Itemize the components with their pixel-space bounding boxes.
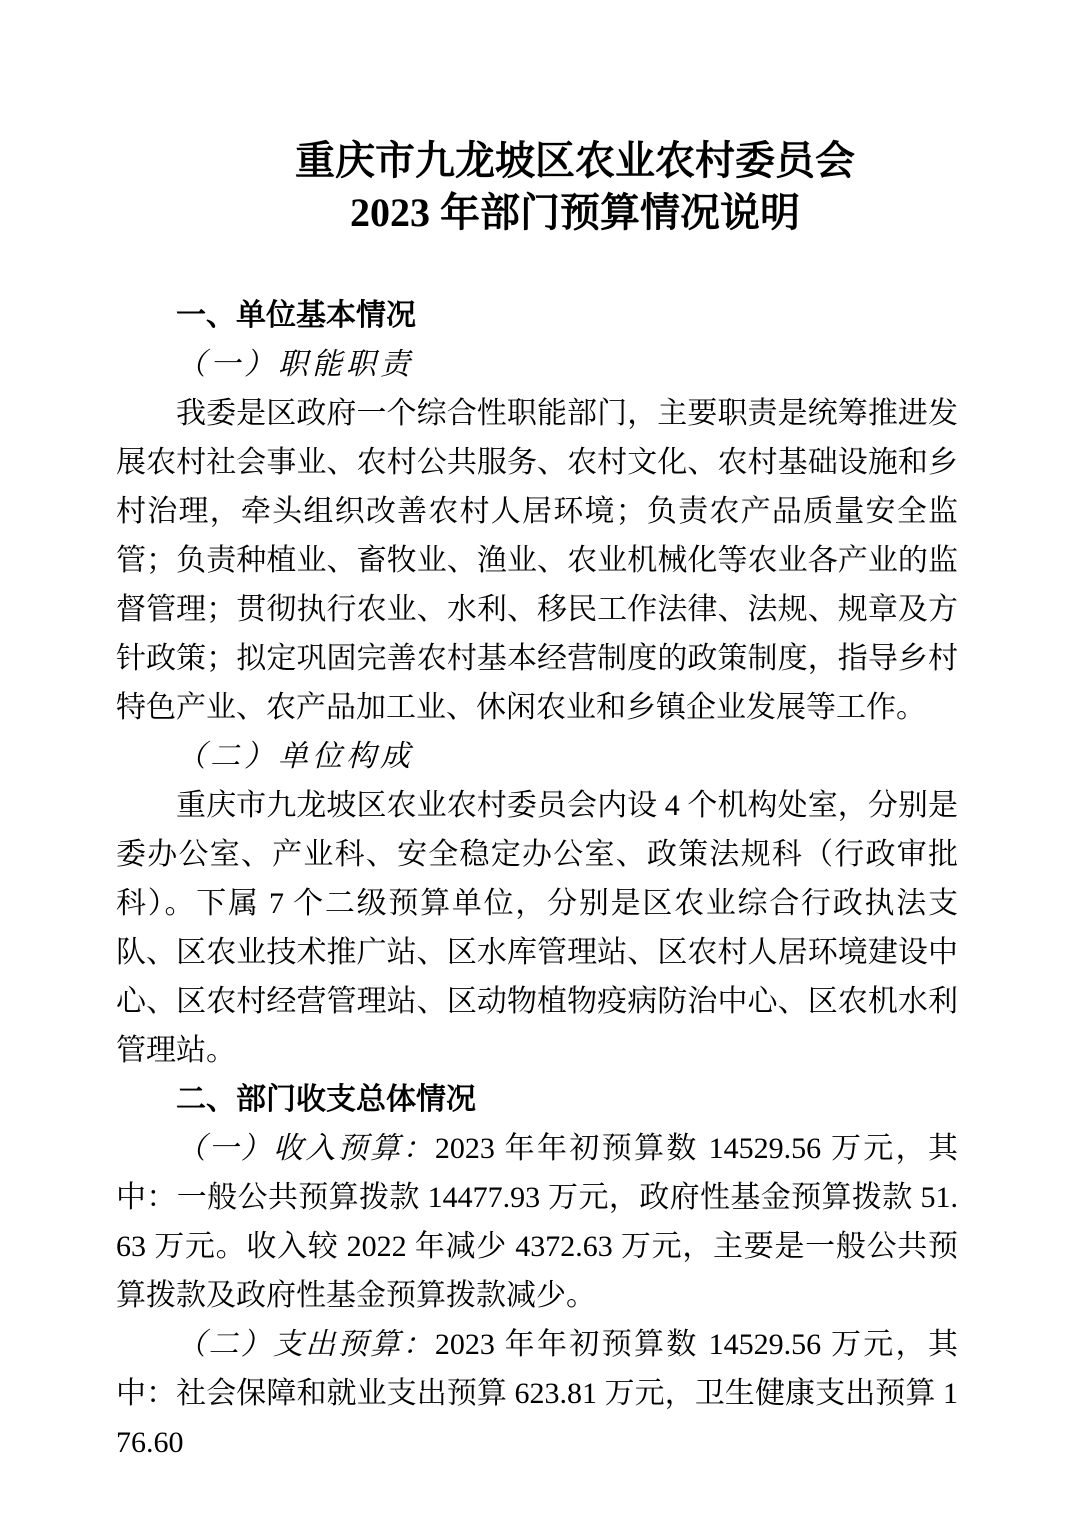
paragraph-expenditure-budget-text: 2023 年年初预算数 14529.56 万元，其中：社会保障和就业支出预算 623.81 万元，卫生健康支出预算 176.60 <box>116 1328 959 1459</box>
paragraph-revenue-budget-lead: （一）收入预算： <box>176 1132 435 1165</box>
document-title-line2: 2023 年部门预算情况说明 <box>350 190 800 235</box>
paragraph-revenue-budget <box>116 1124 958 1320</box>
document-content <box>116 135 958 1467</box>
section-heading-budget-overview: 二、部门收支总体情况 <box>176 1083 476 1116</box>
document-title-line1: 重庆市九龙坡区农业农村委员会 <box>295 138 855 183</box>
paragraph-composition: 重庆市九龙坡区农业农村委员会内设 4 个机构处室，分别是委办公室、产业科、安全稳定办公室、政策法规科（行政审批科）。下属 7 个二级预算单位，分别是区农业综合行政执法支队、区农业技术推广站、区水库管理站、区农村人居环境建设中心、区农村经营管理站、区动物植物疫病防治中心、区农机水利管理站。 <box>116 789 958 1067</box>
paragraph-duties: 我委是区政府一个综合性职能部门，主要职责是统筹推进发展农村社会事业、农村公共服务、农村文化、农村基础设施和乡村治理，牵头组织改善农村人居环境；负责农产品质量安全监管；负责种植业、畜牧业、渔业、农业机械化等农业各产业的监督管理；贯彻执行农业、水利、移民工作法律、法规、规章及方针政策；拟定巩固完善农村基本经营制度的政策制度，指导乡村特色产业、农产品加工业、休闲农业和乡镇企业发展等工作。 <box>116 397 958 724</box>
paragraph-expenditure-budget <box>116 1320 958 1467</box>
document-title <box>116 135 958 239</box>
subsection-heading-composition: （二）单位构成 <box>176 740 414 773</box>
subsection-heading-duties: （一）职能职责 <box>176 348 414 381</box>
paragraph-revenue-budget-text: 2023 年年初预算数 14529.56 万元，其中：一般公共预算拨款 14477.93 万元，政府性基金预算拨款 51.63 万元。收入较 2022 年减少 4372.63 万元，主要是一般公共预算拨款及政府性基金预算拨款减少。 <box>116 1132 959 1312</box>
section-heading-basic-info: 一、单位基本情况 <box>176 299 416 332</box>
paragraph-expenditure-budget-lead: （二）支出预算： <box>176 1328 435 1361</box>
